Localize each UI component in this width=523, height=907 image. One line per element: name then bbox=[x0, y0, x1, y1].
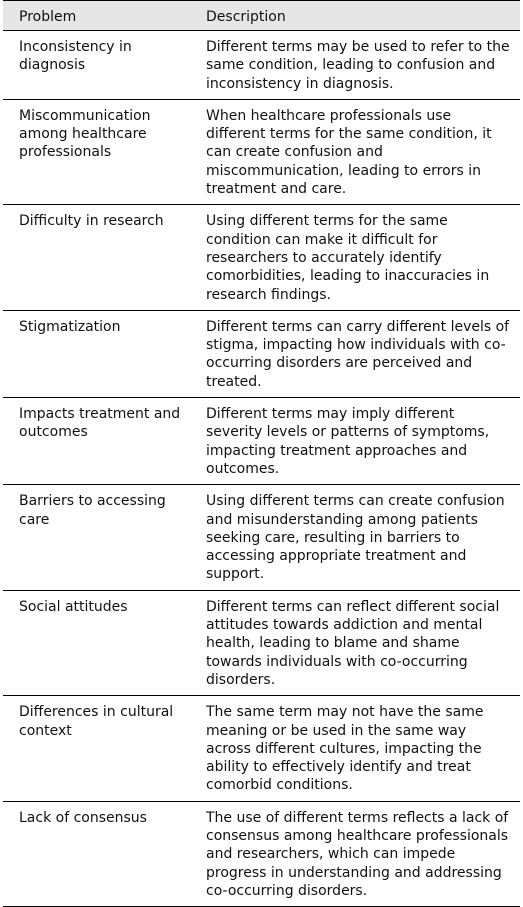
description-cell: Different terms may be used to refer to the same condition, leading to confusion and inconsistency in diagnosis. bbox=[191, 31, 520, 100]
problem-cell: Differences in cultural context bbox=[3, 696, 191, 801]
header-problem: Problem bbox=[3, 1, 191, 31]
table-header bbox=[3, 1, 520, 31]
description-cell: Using different terms for the same condition can make it difficult for researchers to accurately identify comorbidities, leading to inaccuracies in research findings. bbox=[191, 205, 520, 310]
description-cell: When healthcare professionals use different terms for the same condition, it can create confusion and miscommunication, leading to errors in treatment and care. bbox=[191, 99, 520, 204]
description-cell: Different terms can reflect different social attitudes towards addiction and mental health, leading to blame and shame towards individuals with co-occurring disorders. bbox=[191, 590, 520, 695]
description-cell: The use of different terms reflects a lack of consensus among healthcare professionals and researchers, which can impede progress in understanding and addressing co-occurring disorders. bbox=[191, 801, 520, 906]
description-cell: The same term may not have the same meaning or be used in the same way across different cultures, impacting the ability to effectively identify and treat comorbid conditions. bbox=[191, 696, 520, 801]
problem-cell: Social attitudes bbox=[3, 590, 191, 695]
problem-cell: Difficulty in research bbox=[3, 205, 191, 310]
header-row bbox=[3, 1, 520, 31]
table-row bbox=[3, 31, 520, 100]
table-row bbox=[3, 590, 520, 695]
table-row bbox=[3, 99, 520, 204]
header-description: Description bbox=[191, 1, 520, 31]
problem-cell: Barriers to accessing care bbox=[3, 485, 191, 590]
description-cell: Different terms can carry different levels of stigma, impacting how individuals with co-occurring disorders are perceived and treated. bbox=[191, 310, 520, 397]
table-body bbox=[3, 31, 520, 907]
table-row bbox=[3, 398, 520, 485]
table-row bbox=[3, 205, 520, 310]
problem-cell: Impacts treatment and outcomes bbox=[3, 398, 191, 485]
description-cell: Using different terms can create confusion and misunderstanding among patients seeking care, resulting in barriers to accessing appropriate treatment and support. bbox=[191, 485, 520, 590]
table-row bbox=[3, 310, 520, 397]
problems-table bbox=[3, 0, 520, 907]
problem-cell: Inconsistency in diagnosis bbox=[3, 31, 191, 100]
table-row bbox=[3, 485, 520, 590]
description-cell: Different terms may imply different severity levels or patterns of symptoms, impacting treatment approaches and outcomes. bbox=[191, 398, 520, 485]
table-row bbox=[3, 801, 520, 906]
table-row bbox=[3, 696, 520, 801]
problem-cell: Stigmatization bbox=[3, 310, 191, 397]
problem-cell: Miscommunication among healthcare professionals bbox=[3, 99, 191, 204]
problem-cell: Lack of consensus bbox=[3, 801, 191, 906]
